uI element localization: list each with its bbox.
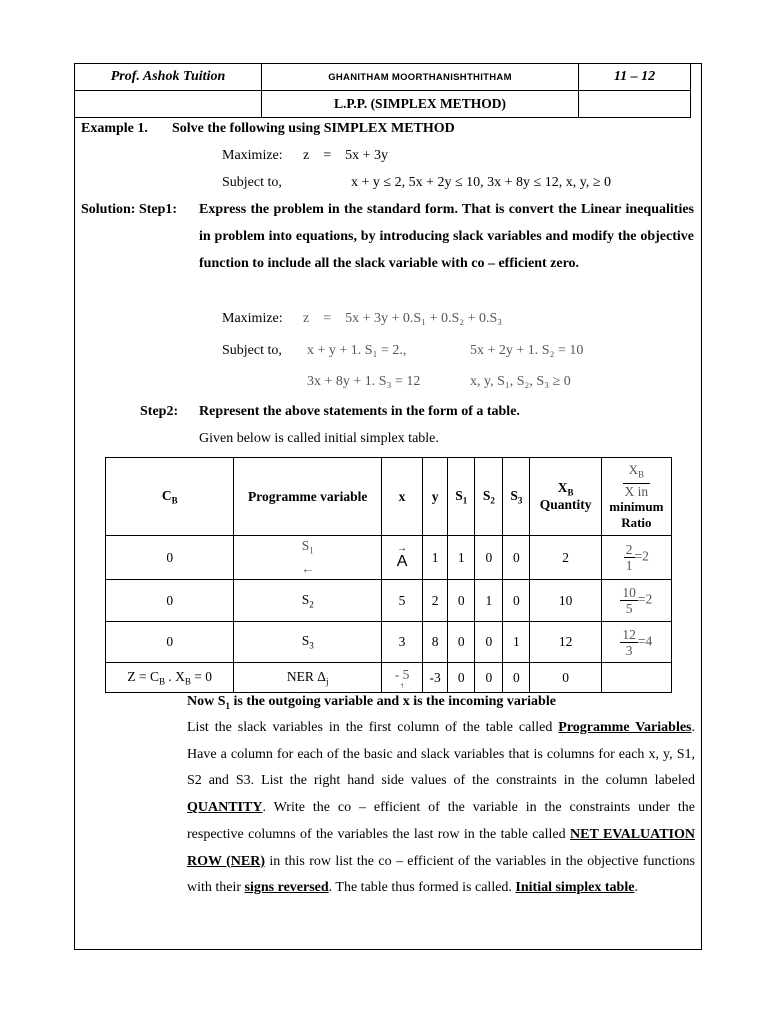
table-row-s1: [106, 536, 672, 580]
cell-var: $S_1$ ←: [234, 536, 382, 580]
topic-title: L.P.P. (SIMPLEX METHOD): [262, 91, 579, 118]
example-maximize-label: Maximize:: [222, 148, 283, 163]
table-row-ner: [106, 663, 672, 693]
example-subject-label: Subject to,: [222, 175, 282, 190]
header-blank-left: [75, 91, 262, 118]
cell-ratio: $\frac{2}{1}$ =2: [601, 536, 671, 580]
cell-s2: 0: [475, 663, 503, 693]
term-quantity: QUANTITY: [187, 800, 263, 816]
cell-s1: 1: [448, 536, 475, 580]
cell-x: 3: [381, 622, 422, 663]
col-cb: $C_B$: [106, 458, 234, 536]
term-signs-reversed: signs reversed: [244, 880, 329, 896]
cell-y: 8: [423, 622, 448, 663]
cell-y: 1: [423, 536, 448, 580]
cell-ner-label: NER $\Delta_j$: [234, 663, 382, 693]
col-programme-variable: Programme variable: [234, 458, 382, 536]
cell-s3: 0: [503, 536, 530, 580]
step1-nonneg: x, y, S₁, S₂, S₃ ≥ 0: [470, 374, 571, 389]
cell-s3: 0: [503, 580, 530, 622]
tutor-name: Prof. Ashok Tuition: [75, 64, 262, 91]
step2-label: Step2:: [140, 404, 179, 419]
col-s1: $S_1$: [448, 458, 475, 536]
cell-x: 5: [381, 580, 422, 622]
cell-s1: 0: [448, 580, 475, 622]
term-ner: NET EVALUATION ROW (NER): [187, 826, 696, 869]
page-header: [74, 63, 691, 118]
col-y: y: [423, 458, 448, 536]
cell-ratio: [601, 663, 671, 693]
cell-x-ner: - 5 ↑: [381, 663, 422, 693]
ratio-header-fraction: $\frac{X_B}{\text{X in}}$: [624, 462, 649, 499]
cell-s1: 0: [448, 622, 475, 663]
explanation-paragraph: List the slack variables in the first column of the table called Programme Variables. Have a column for each of the basic and slack variables that is columns for each x, y, S1, S2 and S3. List the right hand side values of the constraints in the column labeled QUANTITY. Write the co – efficient of the variable in the constraints under the respective columns of the variables the last row in the table called NET EVALUATION ROW (NER) in this row list the co – efficient of the variables in the objective functions with their signs reversed. The table thus formed is called. Initial simplex table.: [187, 720, 696, 896]
cell-var: $S_2$: [234, 580, 382, 622]
cell-cb: 0: [106, 580, 234, 622]
book-title: GHANITHAM MOORTHANISHTHITHAM: [262, 64, 579, 91]
cell-s1: 0: [448, 663, 475, 693]
cell-quantity: 2: [530, 536, 601, 580]
cell-x-pivot: → A: [381, 536, 422, 580]
cell-z-value: $Z = C_B$ . $X_B = 0$: [106, 663, 234, 693]
example-instruction: Solve the following using SIMPLEX METHOD: [172, 121, 455, 136]
table-row-s3: [106, 622, 672, 663]
step1-eq3: 3x + 8y + 1. S₃ = 12: [307, 374, 421, 389]
step2-text: Represent the above statements in the form of a table.: [199, 404, 520, 419]
step1-eq1: x + y + 1. S₁ = 2.,: [307, 343, 407, 358]
step1-objective: z = 5x + 3y + 0.S₁ + 0.S₂ + 0.S₃: [303, 311, 503, 326]
cell-s2: 0: [475, 622, 503, 663]
ratio-label: minimum Ratio: [609, 498, 664, 530]
col-x: x: [381, 458, 422, 536]
step1-subject-label: Subject to,: [222, 343, 282, 358]
step1-maximize-label: Maximize:: [222, 311, 283, 326]
example-label: Example 1.: [81, 121, 148, 136]
header-blank-right: [579, 91, 691, 118]
step1-eq2: 5x + 2y + 1. S₂ = 10: [470, 343, 584, 358]
cell-y: 2: [423, 580, 448, 622]
cell-var: $S_3$: [234, 622, 382, 663]
cell-ratio: $\frac{10}{5}$ =2: [601, 580, 671, 622]
cell-s3: 1: [503, 622, 530, 663]
step1-text: Express the problem in the standard form. That is convert the Linear inequalities in problem into equations, by introducing slack variables and modify the objective function to include all the slack variable with co – efficient zero.: [199, 202, 694, 271]
col-s2: $S_2$: [475, 458, 503, 536]
col-quantity: $X_B$ Quantity: [530, 458, 601, 536]
term-programme-variables: Programme Variables: [558, 720, 692, 735]
cell-s2: 0: [475, 536, 503, 580]
col-s3: $S_3$: [503, 458, 530, 536]
class-range: 11 – 12: [579, 64, 691, 91]
cell-s3: 0: [503, 663, 530, 693]
term-initial-simplex-table: Initial simplex table: [515, 880, 635, 896]
cell-s2: 1: [475, 580, 503, 622]
cell-cb: 0: [106, 536, 234, 580]
cell-cb: 0: [106, 622, 234, 663]
cell-quantity: 0: [530, 663, 601, 693]
table-row-s2: [106, 580, 672, 622]
step2-note: Given below is called initial simplex table.: [199, 431, 439, 446]
initial-simplex-table: [105, 457, 672, 693]
quantity-label: Quantity: [539, 497, 592, 513]
outgoing-note: Now $S_1$ is the outgoing variable and x is the incoming variable: [187, 694, 556, 711]
example-constraints: x + y ≤ 2, 5x + 2y ≤ 10, 3x + 8y ≤ 12, x, y, ≥ 0: [351, 175, 612, 190]
outgoing-arrow-icon: ←: [300, 560, 315, 576]
cell-quantity: 12: [530, 622, 601, 663]
table-header-row: [106, 458, 672, 536]
cell-y: -3: [423, 663, 448, 693]
step1-label: Solution: Step1:: [81, 202, 178, 217]
cell-ratio: $\frac{12}{3}$ =4: [601, 622, 671, 663]
cell-quantity: 10: [530, 580, 601, 622]
example-objective: z = 5x + 3y: [303, 148, 389, 163]
col-min-ratio: [601, 458, 671, 536]
